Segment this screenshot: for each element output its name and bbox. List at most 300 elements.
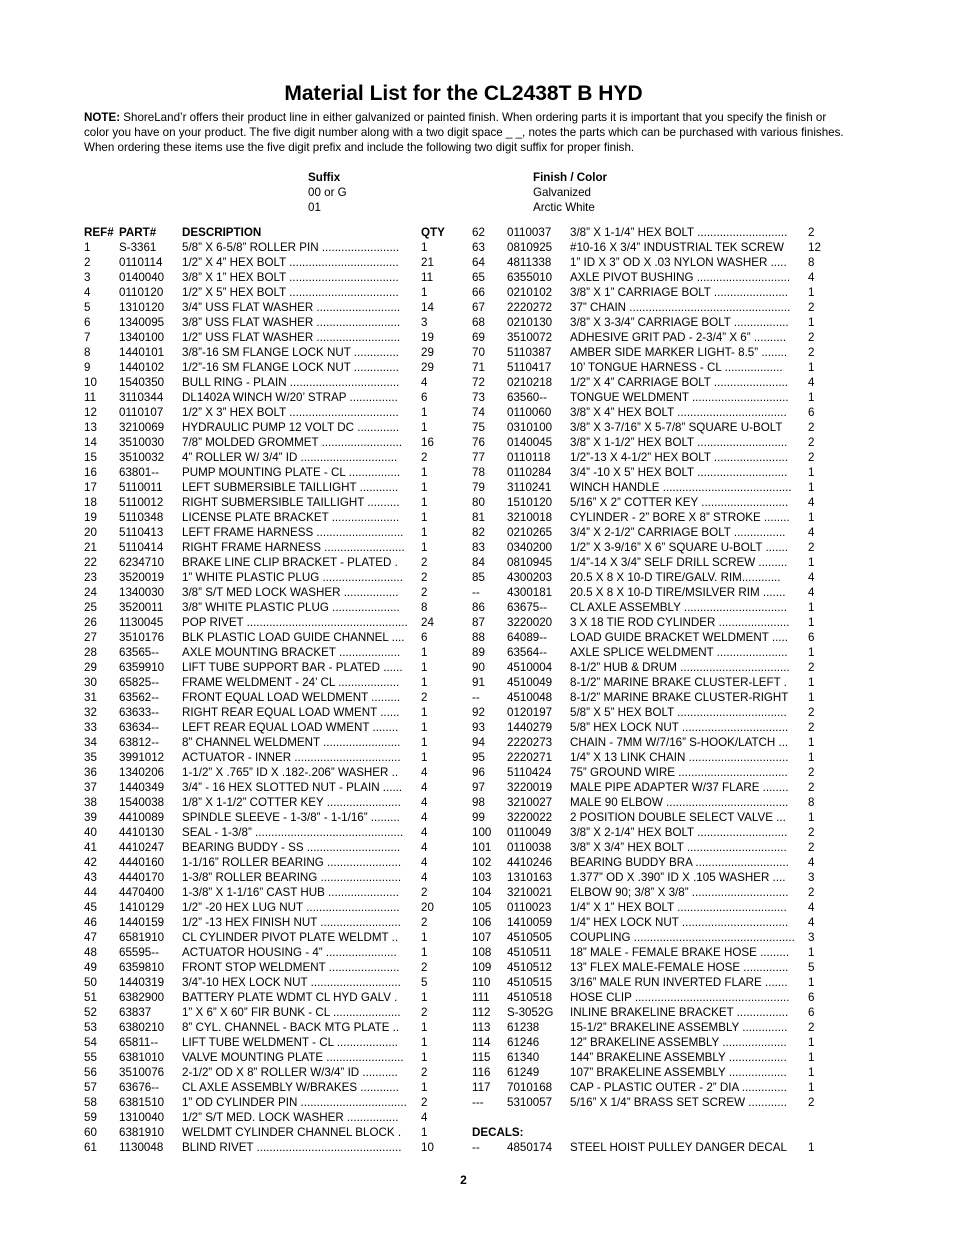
ref-cell: 90 <box>472 661 485 674</box>
qty-cell: 1 <box>808 316 815 329</box>
qty-cell: 4 <box>421 826 428 839</box>
part-number-cell: 4510049 <box>507 676 553 689</box>
description-cell: BLIND RIVET ............................................. <box>182 1141 402 1154</box>
description-cell: 1/2” USS FLAT WASHER .......................... <box>182 331 401 344</box>
ref-cell: 112 <box>472 1006 491 1019</box>
qty-cell: 2 <box>421 1066 428 1079</box>
description-cell: 8-1/2” MARINE BRAKE CLUSTER-LEFT . <box>570 676 787 689</box>
description-cell: STEEL HOIST PULLEY DANGER DECAL <box>570 1141 787 1154</box>
description-cell: AXLE MOUNTING BRACKET ................... <box>182 646 401 659</box>
description-cell: 3/8” X 1-1/4” HEX BOLT ............................ <box>570 226 788 239</box>
description-cell: 3/4” -10 X 5” HEX BOLT ............................ <box>570 466 788 479</box>
qty-cell: 1 <box>421 661 428 674</box>
ref-cell: 33 <box>84 721 97 734</box>
description-cell: RIGHT SUBMERSIBLE TAILLIGHT .......... <box>182 496 400 509</box>
part-number-cell: 6581910 <box>119 931 165 944</box>
part-number-cell: 0110049 <box>507 826 552 839</box>
description-cell: BLK PLASTIC LOAD GUIDE CHANNEL .... <box>182 631 405 644</box>
ref-cell: 40 <box>84 826 97 839</box>
qty-cell: 2 <box>808 1096 815 1109</box>
qty-cell: 2 <box>808 781 815 794</box>
qty-cell: 1 <box>421 526 428 539</box>
ref-cell: 96 <box>472 766 485 779</box>
description-cell: 107” BRAKELINE ASSEMBLY .................. <box>570 1066 787 1079</box>
ref-cell: 63 <box>472 241 485 254</box>
part-number-cell: 0810925 <box>507 241 553 254</box>
parts-row <box>472 720 832 735</box>
qty-cell: 4 <box>808 586 815 599</box>
part-number-cell: S-3361 <box>119 241 157 254</box>
qty-cell: 21 <box>421 256 434 269</box>
part-number-cell: 61238 <box>507 1021 540 1034</box>
parts-row <box>472 1020 832 1035</box>
ref-cell: 50 <box>84 976 97 989</box>
ref-cell: 27 <box>84 631 97 644</box>
parts-row <box>84 585 449 600</box>
qty-cell: 1 <box>421 706 428 719</box>
description-cell: 1-1/2” X .765” ID X .182-.206” WASHER .. <box>182 766 399 779</box>
description-cell: 2-1/2” OD X 8” ROLLER W/3/4” ID ........... <box>182 1066 398 1079</box>
qty-cell: 4 <box>808 916 815 929</box>
description-cell: DL1402A WINCH W/20’ STRAP ............... <box>182 391 398 404</box>
qty-cell: 1 <box>421 751 428 764</box>
qty-cell: 1 <box>808 1081 815 1094</box>
parts-row <box>84 420 449 435</box>
qty-cell: 4 <box>808 856 815 869</box>
description-cell: 15-1/2” BRAKELINE ASSEMBLY .............. <box>570 1021 788 1034</box>
ref-cell: 47 <box>84 931 97 944</box>
qty-cell: 1 <box>421 946 428 959</box>
ref-cell: 93 <box>472 721 485 734</box>
right-parts-list <box>472 225 832 1155</box>
part-number-cell: 4850174 <box>507 1141 553 1154</box>
part-number-cell: 3510032 <box>119 451 165 464</box>
qty-cell: 2 <box>808 721 815 734</box>
ref-cell: 86 <box>472 601 485 614</box>
description-cell: 3/8” WHITE PLASTIC PLUG ..................... <box>182 601 400 614</box>
parts-row <box>472 750 832 765</box>
parts-row <box>84 1005 449 1020</box>
part-number-cell: 0120197 <box>507 706 553 719</box>
parts-row <box>84 750 449 765</box>
description-cell: FRONT STOP WELDMENT ...................... <box>182 961 400 974</box>
part-number-cell: 2220273 <box>507 736 553 749</box>
description-cell: 1/4”-14 X 3/4” SELF DRILL SCREW ......... <box>570 556 788 569</box>
qty-cell: 3 <box>421 316 428 329</box>
parts-row <box>84 1080 449 1095</box>
ref-cell: 11 <box>84 391 97 404</box>
description-cell: CYLINDER - 2” BORE X 8” STROKE ........ <box>570 511 790 524</box>
qty-cell: 1 <box>421 541 428 554</box>
parts-row <box>472 435 832 450</box>
ref-cell: 75 <box>472 421 485 434</box>
finish-value: Arctic White <box>533 201 595 215</box>
qty-cell: 5 <box>421 976 428 989</box>
part-number-cell: 3210069 <box>119 421 165 434</box>
part-number-cell: 3220022 <box>507 811 553 824</box>
ref-cell: 80 <box>472 496 485 509</box>
parts-row <box>472 1080 832 1095</box>
part-number-cell: 0340200 <box>507 541 553 554</box>
parts-row <box>472 345 832 360</box>
ref-cell: 68 <box>472 316 485 329</box>
ref-cell: 5 <box>84 301 91 314</box>
qty-cell: 1 <box>808 286 815 299</box>
part-number-cell: 5110011 <box>119 481 163 494</box>
description-cell: ELBOW 90; 3/8” X 3/8” .............................. <box>570 886 789 899</box>
qty-cell: 2 <box>808 421 815 434</box>
ref-cell: 103 <box>472 871 492 884</box>
parts-row <box>84 870 449 885</box>
part-number-cell: 1440101 <box>119 346 165 359</box>
ref-cell: 66 <box>472 286 485 299</box>
parts-row <box>84 330 449 345</box>
description-cell: 3/4” USS FLAT WASHER .......................... <box>182 301 401 314</box>
ref-cell: 57 <box>84 1081 97 1094</box>
description-cell: 3/4” X 2-1/2” CARRIAGE BOLT ................ <box>570 526 786 539</box>
description-cell: 1/2” S/T MED. LOCK WASHER ................ <box>182 1111 399 1124</box>
description-cell: 1/4” HEX LOCK NUT ................................. <box>570 916 789 929</box>
ref-cell: 54 <box>84 1036 97 1049</box>
description-cell: 1/2” X 3-9/16” X 6” SQUARE U-BOLT ....... <box>570 541 788 554</box>
qty-cell: 2 <box>421 691 428 704</box>
description-cell: 3/8”-16 SM FLANGE LOCK NUT .............. <box>182 346 399 359</box>
parts-row <box>84 555 449 570</box>
description-cell: 2 POSITION DOUBLE SELECT VALVE ... <box>570 811 786 824</box>
parts-row <box>472 780 832 795</box>
ref-cell: 117 <box>472 1081 491 1094</box>
ref-column-header: REF# <box>84 226 114 239</box>
page-number: 2 <box>460 1173 467 1187</box>
parts-row <box>84 1125 449 1140</box>
parts-row <box>84 795 449 810</box>
ref-cell: 23 <box>84 571 97 584</box>
part-number-cell: 1310120 <box>119 301 165 314</box>
parts-row <box>472 825 832 840</box>
parts-row <box>472 585 832 600</box>
part-number-cell: 63801-- <box>119 466 159 479</box>
parts-row <box>84 765 449 780</box>
ref-cell: 36 <box>84 766 97 779</box>
part-number-cell: 0110023 <box>507 901 552 914</box>
parts-row <box>84 855 449 870</box>
ref-cell: --- <box>472 1096 484 1109</box>
parts-row <box>472 855 832 870</box>
parts-row <box>472 630 832 645</box>
description-cell: BULL RING - PLAIN .................................. <box>182 376 400 389</box>
qty-cell: 2 <box>808 346 815 359</box>
description-cell: 1” X 6” X 60” FIR BUNK - CL ..................... <box>182 1006 401 1019</box>
qty-cell: 1 <box>808 976 815 989</box>
ref-cell: 18 <box>84 496 97 509</box>
description-cell: 3/8” X 3-3/4” CARRIAGE BOLT ................. <box>570 316 789 329</box>
ref-cell: 116 <box>472 1066 491 1079</box>
ref-cell: 15 <box>84 451 97 464</box>
parts-row <box>84 465 449 480</box>
description-cell: INLINE BRAKELINE BRACKET ................ <box>570 1006 789 1019</box>
ref-cell: 77 <box>472 451 485 464</box>
ref-cell: 104 <box>472 886 492 899</box>
qty-cell: 1 <box>421 676 428 689</box>
ref-cell: 60 <box>84 1126 97 1139</box>
description-cell: MALE 90 ELBOW ...................................... <box>570 796 789 809</box>
part-number-cell: 61340 <box>507 1051 540 1064</box>
part-number-cell: 6381010 <box>119 1051 165 1064</box>
part-number-cell: 1310040 <box>119 1111 165 1124</box>
suffix-value: 01 <box>308 201 321 215</box>
qty-cell: 3 <box>808 871 815 884</box>
part-number-cell: 0210218 <box>507 376 553 389</box>
ref-cell: 65 <box>472 271 485 284</box>
decals-header: DECALS: <box>472 1126 524 1139</box>
parts-row <box>472 870 832 885</box>
ref-cell: -- <box>472 691 480 704</box>
parts-row <box>472 705 832 720</box>
part-number-cell: 63675-- <box>507 601 547 614</box>
ref-cell: 55 <box>84 1051 97 1064</box>
description-cell: BATTERY PLATE WDMT CL HYD GALV . <box>182 991 398 1004</box>
description-column-header: DESCRIPTION <box>182 226 262 239</box>
parts-row <box>84 900 449 915</box>
part-number-cell: 63837 <box>119 1006 152 1019</box>
note-paragraph <box>84 110 854 156</box>
description-cell: 3/8” S/T MED LOCK WASHER ................. <box>182 586 399 599</box>
qty-cell: 2 <box>808 436 815 449</box>
parts-row <box>472 330 832 345</box>
description-cell: 3/8” X 4” HEX BOLT .................................. <box>570 406 787 419</box>
ref-cell: 26 <box>84 616 97 629</box>
parts-row <box>84 345 449 360</box>
part-number-cell: 1410059 <box>507 916 553 929</box>
part-number-cell: 3991012 <box>119 751 165 764</box>
qty-cell: 1 <box>421 286 428 299</box>
parts-row <box>84 570 449 585</box>
part-number-cell: 0110037 <box>507 226 552 239</box>
description-cell: 7/8” MOLDED GROMMET ......................... <box>182 436 403 449</box>
description-cell: RIGHT REAR EQUAL LOAD WMENT ...... <box>182 706 400 719</box>
qty-cell: 2 <box>421 916 428 929</box>
qty-cell: 1 <box>808 946 815 959</box>
description-cell: 3 X 18 TIE ROD CYLINDER ...................... <box>570 616 790 629</box>
description-cell: 1/2” X 4” HEX BOLT .................................. <box>182 256 399 269</box>
ref-cell: 28 <box>84 646 97 659</box>
ref-cell: 45 <box>84 901 97 914</box>
qty-cell: 1 <box>421 736 428 749</box>
ref-cell: 114 <box>472 1036 491 1049</box>
ref-cell: 94 <box>472 736 485 749</box>
parts-row <box>472 255 832 270</box>
qty-cell: 6 <box>421 391 428 404</box>
parts-row <box>472 915 832 930</box>
part-number-cell: 4410089 <box>119 811 165 824</box>
description-cell: AXLE SPLICE WELDMENT ...................... <box>570 646 788 659</box>
parts-row <box>472 840 832 855</box>
part-number-cell: 1540350 <box>119 376 165 389</box>
qty-cell: 1 <box>808 1036 815 1049</box>
part-number-cell: 5110387 <box>507 346 552 359</box>
qty-cell: 1 <box>808 511 815 524</box>
qty-cell: 11 <box>421 271 434 284</box>
description-cell: 3/4” - 16 HEX SLOTTED NUT - PLAIN ...... <box>182 781 403 794</box>
description-cell: 1” ID X 3” OD X .03 NYLON WASHER ..... <box>570 256 787 269</box>
qty-cell: 2 <box>421 556 428 569</box>
description-cell: 1-1/16” ROLLER BEARING ....................... <box>182 856 402 869</box>
ref-cell: 10 <box>84 376 97 389</box>
part-number-cell: 4440160 <box>119 856 165 869</box>
ref-cell: 32 <box>84 706 97 719</box>
part-number-cell: 4510515 <box>507 976 553 989</box>
qty-cell: 1 <box>421 646 428 659</box>
part-number-cell: 1510120 <box>507 496 553 509</box>
qty-cell: 12 <box>808 241 821 254</box>
qty-cell: 2 <box>421 1096 428 1109</box>
qty-cell: 2 <box>808 331 815 344</box>
description-cell: FRAME WELDMENT - 24’ CL ................... <box>182 676 400 689</box>
qty-cell: 6 <box>808 406 815 419</box>
parts-row <box>472 660 832 675</box>
description-cell: 18” MALE - FEMALE BRAKE HOSE ......... <box>570 946 790 959</box>
part-number-cell: 1340206 <box>119 766 165 779</box>
part-number-cell: 61246 <box>507 1036 540 1049</box>
description-cell: SEAL - 1-3/8” .............................................. <box>182 826 404 839</box>
qty-column-header: QTY <box>421 226 445 239</box>
parts-row <box>472 270 832 285</box>
description-cell: BEARING BUDDY BRA ............................. <box>570 856 789 869</box>
ref-cell: 110 <box>472 976 491 989</box>
qty-cell: 10 <box>421 1141 434 1154</box>
ref-cell: 115 <box>472 1051 491 1064</box>
part-number-cell: 0810945 <box>507 556 553 569</box>
ref-cell: 107 <box>472 931 492 944</box>
description-cell: AMBER SIDE MARKER LIGHT- 8.5” ........ <box>570 346 788 359</box>
qty-cell: 1 <box>421 1036 428 1049</box>
part-number-cell: 0110038 <box>507 841 552 854</box>
part-number-cell: 6355010 <box>507 271 553 284</box>
ref-cell: 35 <box>84 751 97 764</box>
qty-cell: 1 <box>808 361 815 374</box>
qty-cell: 1 <box>421 1021 428 1034</box>
part-number-cell: 4410130 <box>119 826 165 839</box>
spacer-row <box>472 1110 832 1125</box>
ref-cell: 89 <box>472 646 485 659</box>
qty-cell: 4 <box>808 376 815 389</box>
ref-cell: 49 <box>84 961 97 974</box>
ref-cell: 22 <box>84 556 97 569</box>
qty-cell: 1 <box>808 466 815 479</box>
part-number-cell: 4410247 <box>119 841 165 854</box>
description-cell: COUPLING .................................................. <box>570 931 795 944</box>
part-number-cell: 0110284 <box>507 466 552 479</box>
description-cell: 8” CYL. CHANNEL - BACK MTG PLATE .. <box>182 1021 400 1034</box>
qty-cell: 1 <box>808 601 815 614</box>
part-number-cell: 1440319 <box>119 976 165 989</box>
ref-cell: 4 <box>84 286 91 299</box>
qty-cell: 2 <box>808 886 815 899</box>
qty-cell: 1 <box>421 481 428 494</box>
ref-cell: 85 <box>472 571 485 584</box>
parts-row <box>84 300 449 315</box>
description-cell: 8-1/2” HUB & DRUM .................................. <box>570 661 790 674</box>
description-cell: RIGHT FRAME HARNESS ......................... <box>182 541 405 554</box>
parts-row <box>472 765 832 780</box>
ref-cell: 52 <box>84 1006 97 1019</box>
qty-cell: 29 <box>421 346 434 359</box>
parts-row <box>84 315 449 330</box>
description-cell: 1/2” X 5” HEX BOLT .................................. <box>182 286 399 299</box>
qty-cell: 8 <box>808 256 815 269</box>
parts-row <box>472 525 832 540</box>
parts-row <box>84 255 449 270</box>
description-cell: 1” WHITE PLASTIC PLUG ......................... <box>182 571 403 584</box>
ref-cell: 56 <box>84 1066 97 1079</box>
parts-row <box>84 810 449 825</box>
part-number-cell: 5110424 <box>507 766 552 779</box>
qty-cell: 1 <box>421 1051 428 1064</box>
part-number-cell: 1440159 <box>119 916 165 929</box>
ref-cell: 73 <box>472 391 485 404</box>
ref-cell: 14 <box>84 436 97 449</box>
part-number-cell: 0310100 <box>507 421 553 434</box>
qty-cell: 2 <box>808 826 815 839</box>
qty-cell: 4 <box>421 811 428 824</box>
ref-cell: 3 <box>84 271 91 284</box>
part-number-cell: 5310057 <box>507 1096 553 1109</box>
description-cell: 5/8” X 6-5/8” ROLLER PIN ........................ <box>182 241 400 254</box>
ref-cell: 38 <box>84 796 97 809</box>
part-number-cell: 1340095 <box>119 316 165 329</box>
finish-value: Galvanized <box>533 186 592 200</box>
finish-header: Finish / Color <box>533 171 608 184</box>
description-cell: 1/4” X 1” HEX BOLT .................................. <box>570 901 787 914</box>
part-number-cell: 1130048 <box>119 1141 164 1154</box>
ref-cell: 31 <box>84 691 97 704</box>
qty-cell: 1 <box>421 721 428 734</box>
part-number-cell: 0210102 <box>507 286 553 299</box>
description-cell: POP RIVET .................................................. <box>182 616 408 629</box>
qty-cell: 19 <box>421 331 434 344</box>
ref-cell: 81 <box>472 511 485 524</box>
part-number-cell: 0210265 <box>507 526 553 539</box>
qty-cell: 20 <box>421 901 434 914</box>
description-cell: BRAKE LINE CLIP BRACKET - PLATED . <box>182 556 398 569</box>
suffix-value: 00 or G <box>308 186 347 200</box>
parts-row <box>472 1095 832 1110</box>
ref-cell: 95 <box>472 751 485 764</box>
part-number-cell: 1410129 <box>119 901 165 914</box>
description-cell: 3/16” MALE RUN INVERTED FLARE ....... <box>570 976 788 989</box>
note-label: NOTE: <box>84 111 121 124</box>
qty-cell: 1 <box>421 931 428 944</box>
part-number-cell: 4811338 <box>507 256 552 269</box>
qty-cell: 2 <box>808 301 815 314</box>
ref-cell: -- <box>472 1141 480 1154</box>
qty-cell: 4 <box>421 781 428 794</box>
part-number-cell: 6381510 <box>119 1096 165 1109</box>
part-number-cell: 1130045 <box>119 616 164 629</box>
part-number-cell: 5110417 <box>507 361 552 374</box>
description-cell: 10’ TONGUE HARNESS - CL .................. <box>570 361 783 374</box>
description-cell: CL AXLE ASSEMBLY ................................ <box>570 601 787 614</box>
ref-cell: 88 <box>472 631 485 644</box>
description-cell: 1” OD CYLINDER PIN ................................. <box>182 1096 407 1109</box>
part-number-cell: 63560-- <box>507 391 547 404</box>
description-cell: 3/8” USS FLAT WASHER .......................... <box>182 316 401 329</box>
ref-cell: 6 <box>84 316 91 329</box>
qty-cell: 4 <box>808 571 815 584</box>
ref-cell: 82 <box>472 526 485 539</box>
description-cell: 1.377” OD X .390” ID X .105 WASHER .... <box>570 871 786 884</box>
qty-cell: 8 <box>421 601 428 614</box>
